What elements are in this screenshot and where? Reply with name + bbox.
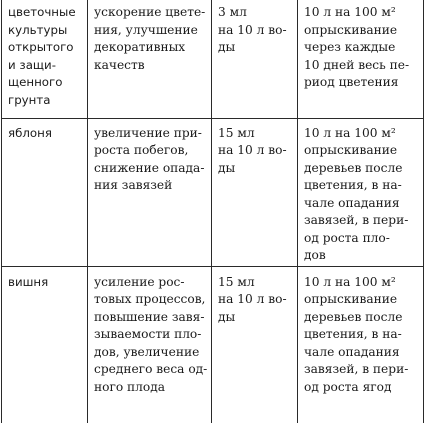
application-text: 10 л на 100 м² опрыскивание через каждые 10 дней весь пе- риод цветения	[304, 5, 410, 89]
application-text: 10 л на 100 м² опрыскивание деревьев после цветения, в на- чале опадания завязей, в пери- од роста пло- дов	[304, 125, 409, 262]
dose-text: 3 мл на 10 л во- ды	[218, 5, 287, 54]
cell-crop	[2, 118, 88, 266]
cell-effect	[88, 0, 212, 118]
cell-dose	[212, 118, 298, 266]
cell-effect	[88, 266, 212, 423]
dose-text: 15 мл на 10 л во- ды	[218, 125, 287, 175]
cell-application	[298, 266, 424, 423]
cell-dose	[212, 0, 298, 118]
table-row	[2, 118, 424, 266]
cell-application	[298, 0, 424, 118]
table-row	[2, 266, 424, 423]
application-text: 10 л на 100 м² опрыскивание деревьев после цветения, в на- чале опадания завязей, в пери- од роста ягод	[304, 274, 409, 394]
data-table	[1, 0, 424, 423]
cell-crop	[2, 266, 88, 423]
crop-text: яблоня	[8, 125, 52, 140]
effect-text: ускорение цвете- ния, улучшение декоративных качеств	[94, 5, 206, 72]
cell-crop	[2, 0, 88, 118]
cell-application	[298, 118, 424, 266]
cell-effect	[88, 118, 212, 266]
dose-text: 15 мл на 10 л во- ды	[218, 274, 287, 324]
effect-text: усиление рос- товых процессов, повышение завя- зываемости пло- дов, увеличение среднего веса од- ного плода	[94, 274, 208, 394]
cell-dose	[212, 266, 298, 423]
table-row	[2, 0, 424, 118]
crop-text: цветочные культуры открытого и защи- щенного грунта	[8, 5, 76, 107]
effect-text: увеличение при- роста побегов, снижение опада- ния завязей	[94, 125, 205, 192]
crop-text: вишня	[8, 274, 49, 289]
